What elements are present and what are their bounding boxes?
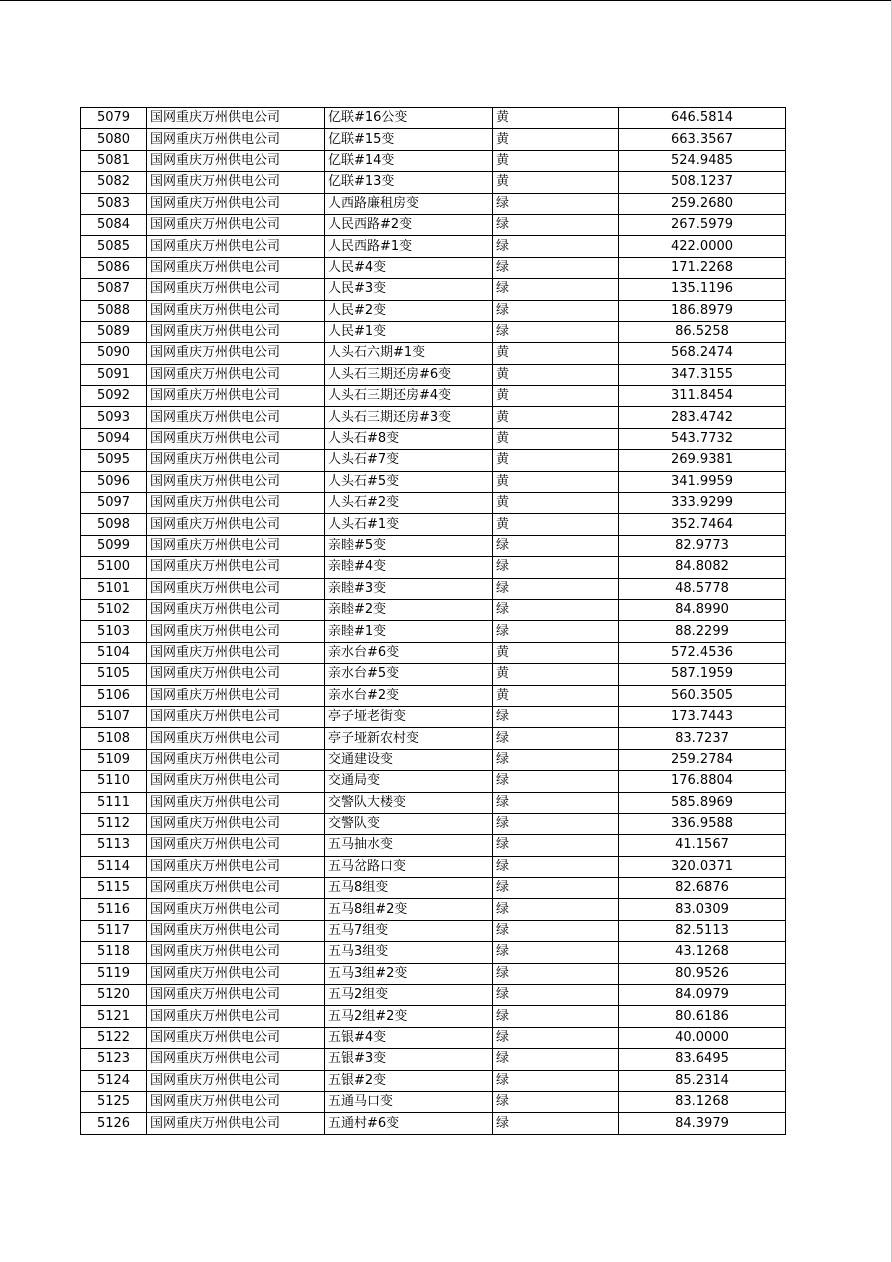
capacity-value-cell: 267.5979 — [619, 214, 786, 235]
table-row — [81, 664, 786, 685]
row-number-cell: 5099 — [81, 535, 147, 556]
transformer-name-cell: 亭子垭新农村变 — [325, 728, 493, 749]
status-level-cell: 绿 — [493, 599, 619, 620]
transformer-name-cell: 人头石三期还房#4变 — [325, 386, 493, 407]
row-number-cell: 5118 — [81, 942, 147, 963]
transformer-name-cell: 亿联#16公变 — [325, 108, 493, 129]
status-level-cell: 绿 — [493, 1091, 619, 1112]
capacity-value-cell: 341.9959 — [619, 471, 786, 492]
table-row — [81, 108, 786, 129]
table-row — [81, 599, 786, 620]
company-cell: 国网重庆万州供电公司 — [147, 1049, 325, 1070]
status-level-cell: 黄 — [493, 172, 619, 193]
table-row — [81, 878, 786, 899]
status-level-cell: 绿 — [493, 985, 619, 1006]
table-row — [81, 1091, 786, 1112]
table-row — [81, 321, 786, 342]
company-cell: 国网重庆万州供电公司 — [147, 578, 325, 599]
table-row — [81, 300, 786, 321]
status-level-cell: 黄 — [493, 386, 619, 407]
row-number-cell: 5105 — [81, 664, 147, 685]
transformer-name-cell: 亭子垭老街变 — [325, 706, 493, 727]
row-number-cell: 5114 — [81, 856, 147, 877]
row-number-cell: 5103 — [81, 621, 147, 642]
status-level-cell: 黄 — [493, 450, 619, 471]
row-number-cell: 5090 — [81, 343, 147, 364]
table-row — [81, 985, 786, 1006]
transformer-name-cell: 亿联#13变 — [325, 172, 493, 193]
table-row — [81, 343, 786, 364]
table-row — [81, 621, 786, 642]
row-number-cell: 5085 — [81, 236, 147, 257]
capacity-value-cell: 173.7443 — [619, 706, 786, 727]
transformer-name-cell: 人西路廉租房变 — [325, 193, 493, 214]
company-cell: 国网重庆万州供电公司 — [147, 878, 325, 899]
capacity-value-cell: 422.0000 — [619, 236, 786, 257]
table-row — [81, 236, 786, 257]
capacity-value-cell: 524.9485 — [619, 150, 786, 171]
company-cell: 国网重庆万州供电公司 — [147, 1070, 325, 1091]
status-level-cell: 绿 — [493, 279, 619, 300]
capacity-value-cell: 84.8082 — [619, 557, 786, 578]
table-row — [81, 386, 786, 407]
status-level-cell: 黄 — [493, 407, 619, 428]
table-row — [81, 279, 786, 300]
table-row — [81, 835, 786, 856]
transformer-name-cell: 五通村#6变 — [325, 1113, 493, 1134]
company-cell: 国网重庆万州供电公司 — [147, 321, 325, 342]
status-level-cell: 绿 — [493, 920, 619, 941]
transformer-name-cell: 人民西路#1变 — [325, 236, 493, 257]
capacity-value-cell: 186.8979 — [619, 300, 786, 321]
company-cell: 国网重庆万州供电公司 — [147, 193, 325, 214]
company-cell: 国网重庆万州供电公司 — [147, 642, 325, 663]
transformer-name-cell: 人头石#5变 — [325, 471, 493, 492]
transformer-name-cell: 亲睦#5变 — [325, 535, 493, 556]
status-level-cell: 绿 — [493, 942, 619, 963]
capacity-value-cell: 48.5778 — [619, 578, 786, 599]
company-cell: 国网重庆万州供电公司 — [147, 386, 325, 407]
capacity-value-cell: 41.1567 — [619, 835, 786, 856]
status-level-cell: 黄 — [493, 343, 619, 364]
transformer-name-cell: 人头石#2变 — [325, 493, 493, 514]
capacity-value-cell: 88.2299 — [619, 621, 786, 642]
table-row — [81, 706, 786, 727]
status-level-cell: 绿 — [493, 771, 619, 792]
table-row — [81, 428, 786, 449]
company-cell: 国网重庆万州供电公司 — [147, 1091, 325, 1112]
page-top-border — [0, 0, 892, 1]
row-number-cell: 5098 — [81, 514, 147, 535]
transformer-name-cell: 亲睦#3变 — [325, 578, 493, 599]
company-cell: 国网重庆万州供电公司 — [147, 407, 325, 428]
status-level-cell: 绿 — [493, 1113, 619, 1134]
row-number-cell: 5104 — [81, 642, 147, 663]
company-cell: 国网重庆万州供电公司 — [147, 599, 325, 620]
row-number-cell: 5106 — [81, 685, 147, 706]
table-row — [81, 856, 786, 877]
row-number-cell: 5125 — [81, 1091, 147, 1112]
status-level-cell: 绿 — [493, 1070, 619, 1091]
capacity-value-cell: 83.6495 — [619, 1049, 786, 1070]
row-number-cell: 5081 — [81, 150, 147, 171]
row-number-cell: 5113 — [81, 835, 147, 856]
status-level-cell: 绿 — [493, 963, 619, 984]
table-body — [81, 108, 786, 1135]
capacity-value-cell: 560.3505 — [619, 685, 786, 706]
row-number-cell: 5096 — [81, 471, 147, 492]
status-level-cell: 黄 — [493, 493, 619, 514]
transformer-name-cell: 人头石#7变 — [325, 450, 493, 471]
table-row — [81, 150, 786, 171]
status-level-cell: 绿 — [493, 749, 619, 770]
status-level-cell: 绿 — [493, 621, 619, 642]
capacity-value-cell: 84.0979 — [619, 985, 786, 1006]
row-number-cell: 5094 — [81, 428, 147, 449]
capacity-value-cell: 82.6876 — [619, 878, 786, 899]
capacity-value-cell: 259.2784 — [619, 749, 786, 770]
company-cell: 国网重庆万州供电公司 — [147, 172, 325, 193]
transformer-name-cell: 亲睦#4变 — [325, 557, 493, 578]
company-cell: 国网重庆万州供电公司 — [147, 557, 325, 578]
status-level-cell: 绿 — [493, 899, 619, 920]
capacity-value-cell: 80.9526 — [619, 963, 786, 984]
company-cell: 国网重庆万州供电公司 — [147, 664, 325, 685]
status-level-cell: 黄 — [493, 108, 619, 129]
capacity-value-cell: 336.9588 — [619, 813, 786, 834]
transformer-name-cell: 人头石#1变 — [325, 514, 493, 535]
table-row — [81, 792, 786, 813]
company-cell: 国网重庆万州供电公司 — [147, 535, 325, 556]
row-number-cell: 5110 — [81, 771, 147, 792]
company-cell: 国网重庆万州供电公司 — [147, 108, 325, 129]
table-row — [81, 1006, 786, 1027]
capacity-value-cell: 83.0309 — [619, 899, 786, 920]
capacity-value-cell: 333.9299 — [619, 493, 786, 514]
transformer-name-cell: 五通马口变 — [325, 1091, 493, 1112]
transformer-name-cell: 人头石六期#1变 — [325, 343, 493, 364]
row-number-cell: 5124 — [81, 1070, 147, 1091]
table-row — [81, 557, 786, 578]
transformer-name-cell: 五银#4变 — [325, 1027, 493, 1048]
company-cell: 国网重庆万州供电公司 — [147, 236, 325, 257]
table-row — [81, 471, 786, 492]
row-number-cell: 5087 — [81, 279, 147, 300]
table-row — [81, 685, 786, 706]
table-row — [81, 514, 786, 535]
transformer-name-cell: 五马8组#2变 — [325, 899, 493, 920]
capacity-value-cell: 663.3567 — [619, 129, 786, 150]
company-cell: 国网重庆万州供电公司 — [147, 493, 325, 514]
status-level-cell: 绿 — [493, 535, 619, 556]
status-level-cell: 绿 — [493, 1027, 619, 1048]
company-cell: 国网重庆万州供电公司 — [147, 364, 325, 385]
row-number-cell: 5112 — [81, 813, 147, 834]
row-number-cell: 5126 — [81, 1113, 147, 1134]
capacity-value-cell: 269.9381 — [619, 450, 786, 471]
status-level-cell: 黄 — [493, 428, 619, 449]
capacity-value-cell: 646.5814 — [619, 108, 786, 129]
transformer-name-cell: 亿联#14变 — [325, 150, 493, 171]
capacity-value-cell: 86.5258 — [619, 321, 786, 342]
table-row — [81, 257, 786, 278]
capacity-value-cell: 543.7732 — [619, 428, 786, 449]
status-level-cell: 绿 — [493, 706, 619, 727]
transformer-name-cell: 五银#2变 — [325, 1070, 493, 1091]
status-level-cell: 绿 — [493, 193, 619, 214]
company-cell: 国网重庆万州供电公司 — [147, 685, 325, 706]
capacity-value-cell: 84.8990 — [619, 599, 786, 620]
row-number-cell: 5123 — [81, 1049, 147, 1070]
company-cell: 国网重庆万州供电公司 — [147, 899, 325, 920]
transformer-capacity-table — [80, 107, 786, 1135]
row-number-cell: 5083 — [81, 193, 147, 214]
row-number-cell: 5120 — [81, 985, 147, 1006]
company-cell: 国网重庆万州供电公司 — [147, 813, 325, 834]
capacity-value-cell: 587.1959 — [619, 664, 786, 685]
row-number-cell: 5080 — [81, 129, 147, 150]
transformer-name-cell: 亲水台#6变 — [325, 642, 493, 663]
row-number-cell: 5086 — [81, 257, 147, 278]
transformer-name-cell: 五银#3变 — [325, 1049, 493, 1070]
company-cell: 国网重庆万州供电公司 — [147, 835, 325, 856]
company-cell: 国网重庆万州供电公司 — [147, 920, 325, 941]
transformer-name-cell: 人民#3变 — [325, 279, 493, 300]
table-row — [81, 450, 786, 471]
status-level-cell: 绿 — [493, 792, 619, 813]
company-cell: 国网重庆万州供电公司 — [147, 621, 325, 642]
status-level-cell: 绿 — [493, 1006, 619, 1027]
capacity-value-cell: 568.2474 — [619, 343, 786, 364]
capacity-value-cell: 135.1196 — [619, 279, 786, 300]
transformer-name-cell: 亲睦#1变 — [325, 621, 493, 642]
row-number-cell: 5115 — [81, 878, 147, 899]
transformer-name-cell: 亲水台#2变 — [325, 685, 493, 706]
company-cell: 国网重庆万州供电公司 — [147, 1027, 325, 1048]
row-number-cell: 5119 — [81, 963, 147, 984]
status-level-cell: 黄 — [493, 129, 619, 150]
capacity-value-cell: 171.2268 — [619, 257, 786, 278]
transformer-name-cell: 亿联#15变 — [325, 129, 493, 150]
status-level-cell: 绿 — [493, 257, 619, 278]
company-cell: 国网重庆万州供电公司 — [147, 214, 325, 235]
transformer-name-cell: 五马岔路口变 — [325, 856, 493, 877]
table-row — [81, 1070, 786, 1091]
status-level-cell: 黄 — [493, 364, 619, 385]
capacity-value-cell: 311.8454 — [619, 386, 786, 407]
table-row — [81, 172, 786, 193]
company-cell: 国网重庆万州供电公司 — [147, 300, 325, 321]
status-level-cell: 绿 — [493, 214, 619, 235]
transformer-name-cell: 人民#4变 — [325, 257, 493, 278]
company-cell: 国网重庆万州供电公司 — [147, 514, 325, 535]
status-level-cell: 绿 — [493, 856, 619, 877]
status-level-cell: 绿 — [493, 878, 619, 899]
table-row — [81, 642, 786, 663]
company-cell: 国网重庆万州供电公司 — [147, 279, 325, 300]
company-cell: 国网重庆万州供电公司 — [147, 471, 325, 492]
capacity-value-cell: 82.9773 — [619, 535, 786, 556]
status-level-cell: 绿 — [493, 835, 619, 856]
capacity-value-cell: 84.3979 — [619, 1113, 786, 1134]
table-row — [81, 1027, 786, 1048]
status-level-cell: 绿 — [493, 728, 619, 749]
company-cell: 国网重庆万州供电公司 — [147, 749, 325, 770]
transformer-name-cell: 人头石#8变 — [325, 428, 493, 449]
company-cell: 国网重庆万州供电公司 — [147, 450, 325, 471]
transformer-name-cell: 交警队变 — [325, 813, 493, 834]
status-level-cell: 黄 — [493, 514, 619, 535]
row-number-cell: 5121 — [81, 1006, 147, 1027]
status-level-cell: 绿 — [493, 578, 619, 599]
transformer-name-cell: 人民#1变 — [325, 321, 493, 342]
table-row — [81, 771, 786, 792]
table-row — [81, 493, 786, 514]
transformer-name-cell: 五马抽水变 — [325, 835, 493, 856]
row-number-cell: 5097 — [81, 493, 147, 514]
capacity-value-cell: 259.2680 — [619, 193, 786, 214]
row-number-cell: 5079 — [81, 108, 147, 129]
row-number-cell: 5084 — [81, 214, 147, 235]
row-number-cell: 5095 — [81, 450, 147, 471]
row-number-cell: 5101 — [81, 578, 147, 599]
table-row — [81, 728, 786, 749]
row-number-cell: 5122 — [81, 1027, 147, 1048]
status-level-cell: 绿 — [493, 813, 619, 834]
capacity-value-cell: 176.8804 — [619, 771, 786, 792]
capacity-value-cell: 572.4536 — [619, 642, 786, 663]
table-row — [81, 578, 786, 599]
company-cell: 国网重庆万州供电公司 — [147, 856, 325, 877]
transformer-name-cell: 亲睦#2变 — [325, 599, 493, 620]
company-cell: 国网重庆万州供电公司 — [147, 343, 325, 364]
capacity-value-cell: 80.6186 — [619, 1006, 786, 1027]
company-cell: 国网重庆万州供电公司 — [147, 728, 325, 749]
capacity-value-cell: 320.0371 — [619, 856, 786, 877]
table-row — [81, 1049, 786, 1070]
company-cell: 国网重庆万州供电公司 — [147, 942, 325, 963]
status-level-cell: 黄 — [493, 642, 619, 663]
transformer-name-cell: 五马7组变 — [325, 920, 493, 941]
row-number-cell: 5091 — [81, 364, 147, 385]
company-cell: 国网重庆万州供电公司 — [147, 129, 325, 150]
row-number-cell: 5093 — [81, 407, 147, 428]
status-level-cell: 绿 — [493, 236, 619, 257]
status-level-cell: 绿 — [493, 300, 619, 321]
status-level-cell: 黄 — [493, 471, 619, 492]
transformer-name-cell: 亲水台#5变 — [325, 664, 493, 685]
table-row — [81, 407, 786, 428]
company-cell: 国网重庆万州供电公司 — [147, 771, 325, 792]
transformer-name-cell: 五马3组#2变 — [325, 963, 493, 984]
capacity-value-cell: 508.1237 — [619, 172, 786, 193]
row-number-cell: 5117 — [81, 920, 147, 941]
table-row — [81, 1113, 786, 1134]
row-number-cell: 5107 — [81, 706, 147, 727]
transformer-name-cell: 人头石三期还房#3变 — [325, 407, 493, 428]
status-level-cell: 绿 — [493, 321, 619, 342]
transformer-name-cell: 五马8组变 — [325, 878, 493, 899]
table-row — [81, 129, 786, 150]
row-number-cell: 5108 — [81, 728, 147, 749]
status-level-cell: 绿 — [493, 1049, 619, 1070]
capacity-value-cell: 83.7237 — [619, 728, 786, 749]
capacity-value-cell: 347.3155 — [619, 364, 786, 385]
company-cell: 国网重庆万州供电公司 — [147, 963, 325, 984]
capacity-value-cell: 83.1268 — [619, 1091, 786, 1112]
table-row — [81, 899, 786, 920]
table-row — [81, 193, 786, 214]
table-row — [81, 364, 786, 385]
row-number-cell: 5100 — [81, 557, 147, 578]
table-row — [81, 535, 786, 556]
transformer-name-cell: 人头石三期还房#6变 — [325, 364, 493, 385]
company-cell: 国网重庆万州供电公司 — [147, 792, 325, 813]
transformer-name-cell: 五马3组变 — [325, 942, 493, 963]
transformer-name-cell: 人民西路#2变 — [325, 214, 493, 235]
capacity-value-cell: 85.2314 — [619, 1070, 786, 1091]
transformer-name-cell: 交通建设变 — [325, 749, 493, 770]
company-cell: 国网重庆万州供电公司 — [147, 706, 325, 727]
table-row — [81, 813, 786, 834]
capacity-value-cell: 585.8969 — [619, 792, 786, 813]
company-cell: 国网重庆万州供电公司 — [147, 985, 325, 1006]
status-level-cell: 绿 — [493, 557, 619, 578]
table-row — [81, 920, 786, 941]
table-row — [81, 214, 786, 235]
row-number-cell: 5082 — [81, 172, 147, 193]
transformer-name-cell: 交警队大楼变 — [325, 792, 493, 813]
row-number-cell: 5092 — [81, 386, 147, 407]
company-cell: 国网重庆万州供电公司 — [147, 1113, 325, 1134]
table-row — [81, 749, 786, 770]
company-cell: 国网重庆万州供电公司 — [147, 428, 325, 449]
transformer-name-cell: 交通局变 — [325, 771, 493, 792]
capacity-value-cell: 82.5113 — [619, 920, 786, 941]
status-level-cell: 黄 — [493, 664, 619, 685]
table-row — [81, 942, 786, 963]
company-cell: 国网重庆万州供电公司 — [147, 150, 325, 171]
row-number-cell: 5089 — [81, 321, 147, 342]
row-number-cell: 5102 — [81, 599, 147, 620]
company-cell: 国网重庆万州供电公司 — [147, 1006, 325, 1027]
table-row — [81, 963, 786, 984]
status-level-cell: 黄 — [493, 150, 619, 171]
capacity-value-cell: 352.7464 — [619, 514, 786, 535]
capacity-value-cell: 40.0000 — [619, 1027, 786, 1048]
row-number-cell: 5109 — [81, 749, 147, 770]
status-level-cell: 黄 — [493, 685, 619, 706]
row-number-cell: 5116 — [81, 899, 147, 920]
company-cell: 国网重庆万州供电公司 — [147, 257, 325, 278]
row-number-cell: 5088 — [81, 300, 147, 321]
transformer-name-cell: 人民#2变 — [325, 300, 493, 321]
transformer-name-cell: 五马2组#2变 — [325, 1006, 493, 1027]
row-number-cell: 5111 — [81, 792, 147, 813]
capacity-value-cell: 43.1268 — [619, 942, 786, 963]
capacity-value-cell: 283.4742 — [619, 407, 786, 428]
transformer-name-cell: 五马2组变 — [325, 985, 493, 1006]
